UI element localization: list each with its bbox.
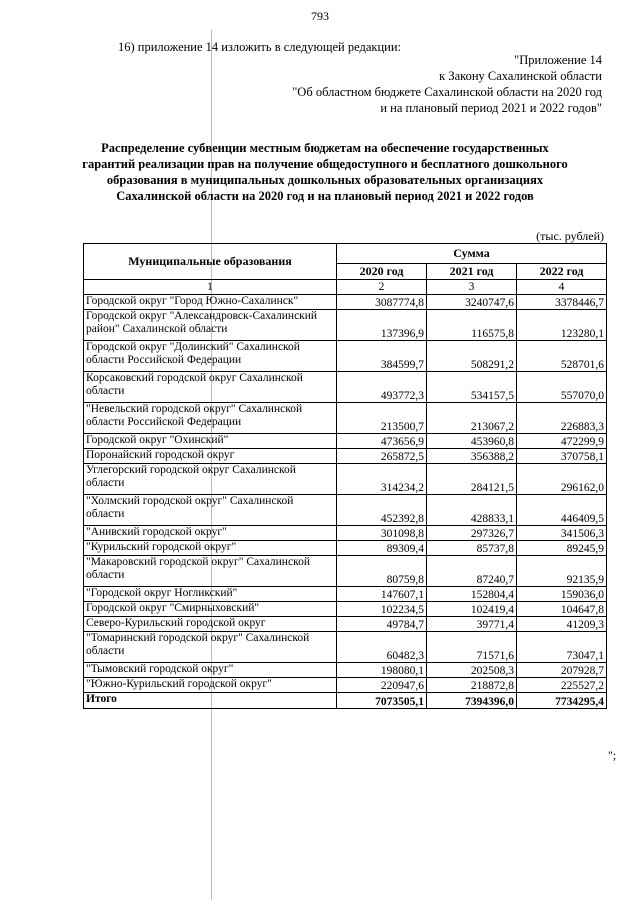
header-sum: Сумма: [337, 244, 607, 264]
municipality-cell: Корсаковский городской округ Сахалинской области: [84, 372, 337, 403]
appendix-line: к Закону Сахалинской области: [439, 69, 602, 83]
value-2021-cell: 356388,2: [427, 449, 517, 464]
value-2020-cell: 89309,4: [337, 541, 427, 556]
value-2021-cell: 87240,7: [427, 556, 517, 587]
municipality-cell: Городской округ "Город Южно-Сахалинск": [84, 295, 337, 310]
value-2022-cell: 341506,3: [517, 526, 607, 541]
value-2021-cell: 102419,4: [427, 602, 517, 617]
appendix-line: и на плановый период 2021 и 2022 годов": [380, 101, 602, 115]
appendix-reference: [292, 52, 602, 116]
value-2022-cell: 7734295,4: [517, 693, 607, 709]
title-line: Распределение субвенции местным бюджетам на обеспечение государственных: [101, 141, 549, 155]
value-2021-cell: 3240747,6: [427, 295, 517, 310]
header-year-2021: 2021 год: [427, 264, 517, 280]
municipality-cell: Итого: [84, 693, 337, 709]
value-2022-cell: 123280,1: [517, 310, 607, 341]
column-index: 2: [337, 280, 427, 295]
units-label: (тыс. рублей): [536, 229, 604, 243]
value-2021-cell: 7394396,0: [427, 693, 517, 709]
value-2021-cell: 218872,8: [427, 678, 517, 693]
value-2021-cell: 85737,8: [427, 541, 517, 556]
value-2022-cell: 104647,8: [517, 602, 607, 617]
table-row: [84, 295, 607, 310]
municipality-cell: Городской округ "Смирныховский": [84, 602, 337, 617]
value-2022-cell: 557070,0: [517, 372, 607, 403]
municipality-cell: "Томаринский городской округ" Сахалинской области: [84, 632, 337, 663]
value-2020-cell: 3087774,8: [337, 295, 427, 310]
municipality-cell: "Южно-Курильский городской округ": [84, 678, 337, 693]
value-2021-cell: 213067,2: [427, 403, 517, 434]
value-2022-cell: 226883,3: [517, 403, 607, 434]
value-2020-cell: 198080,1: [337, 663, 427, 678]
table-row: [84, 678, 607, 693]
value-2021-cell: 202508,3: [427, 663, 517, 678]
value-2022-cell: 472299,9: [517, 434, 607, 449]
table-row: [84, 663, 607, 678]
value-2022-cell: 92135,9: [517, 556, 607, 587]
value-2020-cell: 384599,7: [337, 341, 427, 372]
value-2020-cell: 265872,5: [337, 449, 427, 464]
subvention-table: [83, 243, 607, 709]
value-2020-cell: 80759,8: [337, 556, 427, 587]
table-row: [84, 464, 607, 495]
value-2020-cell: 452392,8: [337, 495, 427, 526]
header-municipality: Муниципальные образования: [84, 244, 337, 280]
title-line: образования в муниципальных дошкольных образовательных организациях: [106, 173, 544, 187]
municipality-cell: "Холмский городской округ" Сахалинской области: [84, 495, 337, 526]
municipality-cell: Поронайский городской округ: [84, 449, 337, 464]
municipality-cell: Городской округ "Охинский": [84, 434, 337, 449]
value-2020-cell: 137396,9: [337, 310, 427, 341]
municipality-cell: "Анивский городской округ": [84, 526, 337, 541]
value-2020-cell: 49784,7: [337, 617, 427, 632]
value-2021-cell: 297326,7: [427, 526, 517, 541]
table-total-row: [84, 693, 607, 709]
page-number: 793: [311, 9, 329, 23]
value-2021-cell: 534157,5: [427, 372, 517, 403]
municipality-cell: Городской округ "Александровск-Сахалинский район" Сахалинской области: [84, 310, 337, 341]
document-title: [60, 140, 590, 204]
value-2020-cell: 220947,6: [337, 678, 427, 693]
value-2022-cell: 89245,9: [517, 541, 607, 556]
municipality-cell: "Городской округ Ногликский": [84, 587, 337, 602]
appendix-line: "Об областном бюджете Сахалинской области на 2020 год: [292, 85, 602, 99]
table-row: [84, 403, 607, 434]
value-2022-cell: 446409,5: [517, 495, 607, 526]
municipality-cell: Углегорский городской округ Сахалинской области: [84, 464, 337, 495]
municipality-cell: Северо-Курильский городской округ: [84, 617, 337, 632]
municipality-cell: "Макаровский городской округ" Сахалинской области: [84, 556, 337, 587]
value-2021-cell: 152804,4: [427, 587, 517, 602]
table-row: [84, 372, 607, 403]
value-2022-cell: 3378446,7: [517, 295, 607, 310]
value-2020-cell: 473656,9: [337, 434, 427, 449]
value-2020-cell: 147607,1: [337, 587, 427, 602]
table-row: [84, 617, 607, 632]
value-2022-cell: 296162,0: [517, 464, 607, 495]
column-index: 3: [427, 280, 517, 295]
value-2020-cell: 7073505,1: [337, 693, 427, 709]
municipality-cell: Городской округ "Долинский" Сахалинской области Российской Федерации: [84, 341, 337, 372]
value-2020-cell: 102234,5: [337, 602, 427, 617]
value-2022-cell: 41209,3: [517, 617, 607, 632]
header-year-2020: 2020 год: [337, 264, 427, 280]
value-2022-cell: 370758,1: [517, 449, 607, 464]
table-row: [84, 632, 607, 663]
value-2022-cell: 159036,0: [517, 587, 607, 602]
table-row: [84, 449, 607, 464]
municipality-cell: "Тымовский городской округ": [84, 663, 337, 678]
value-2021-cell: 116575,8: [427, 310, 517, 341]
value-2022-cell: 528701,6: [517, 341, 607, 372]
table-row: [84, 495, 607, 526]
table-row: [84, 541, 607, 556]
value-2022-cell: 73047,1: [517, 632, 607, 663]
municipality-cell: "Невельский городской округ" Сахалинской области Российской Федерации: [84, 403, 337, 434]
value-2020-cell: 493772,3: [337, 372, 427, 403]
value-2021-cell: 428833,1: [427, 495, 517, 526]
value-2020-cell: 213500,7: [337, 403, 427, 434]
table-row: [84, 526, 607, 541]
table-row: [84, 434, 607, 449]
value-2021-cell: 39771,4: [427, 617, 517, 632]
title-line: Сахалинской области на 2020 год и на плановый период 2021 и 2022 годов: [116, 189, 534, 203]
closing-quote: ";: [608, 748, 617, 762]
value-2021-cell: 71571,6: [427, 632, 517, 663]
table-row: [84, 310, 607, 341]
table-row: [84, 341, 607, 372]
municipality-cell: "Курильский городской округ": [84, 541, 337, 556]
value-2022-cell: 207928,7: [517, 663, 607, 678]
value-2020-cell: 314234,2: [337, 464, 427, 495]
title-line: гарантий реализации прав на получение общедоступного и бесплатного дошкольного: [82, 157, 568, 171]
table-row: [84, 556, 607, 587]
header-year-2022: 2022 год: [517, 264, 607, 280]
table-row: [84, 602, 607, 617]
value-2021-cell: 284121,5: [427, 464, 517, 495]
column-index: 1: [84, 280, 337, 295]
value-2022-cell: 225527,2: [517, 678, 607, 693]
value-2021-cell: 453960,8: [427, 434, 517, 449]
value-2020-cell: 301098,8: [337, 526, 427, 541]
appendix-line: "Приложение 14: [514, 53, 602, 67]
value-2020-cell: 60482,3: [337, 632, 427, 663]
column-index: 4: [517, 280, 607, 295]
amendment-text: 16) приложение 14 изложить в следующей редакции:: [118, 40, 401, 54]
table-row: [84, 587, 607, 602]
value-2021-cell: 508291,2: [427, 341, 517, 372]
